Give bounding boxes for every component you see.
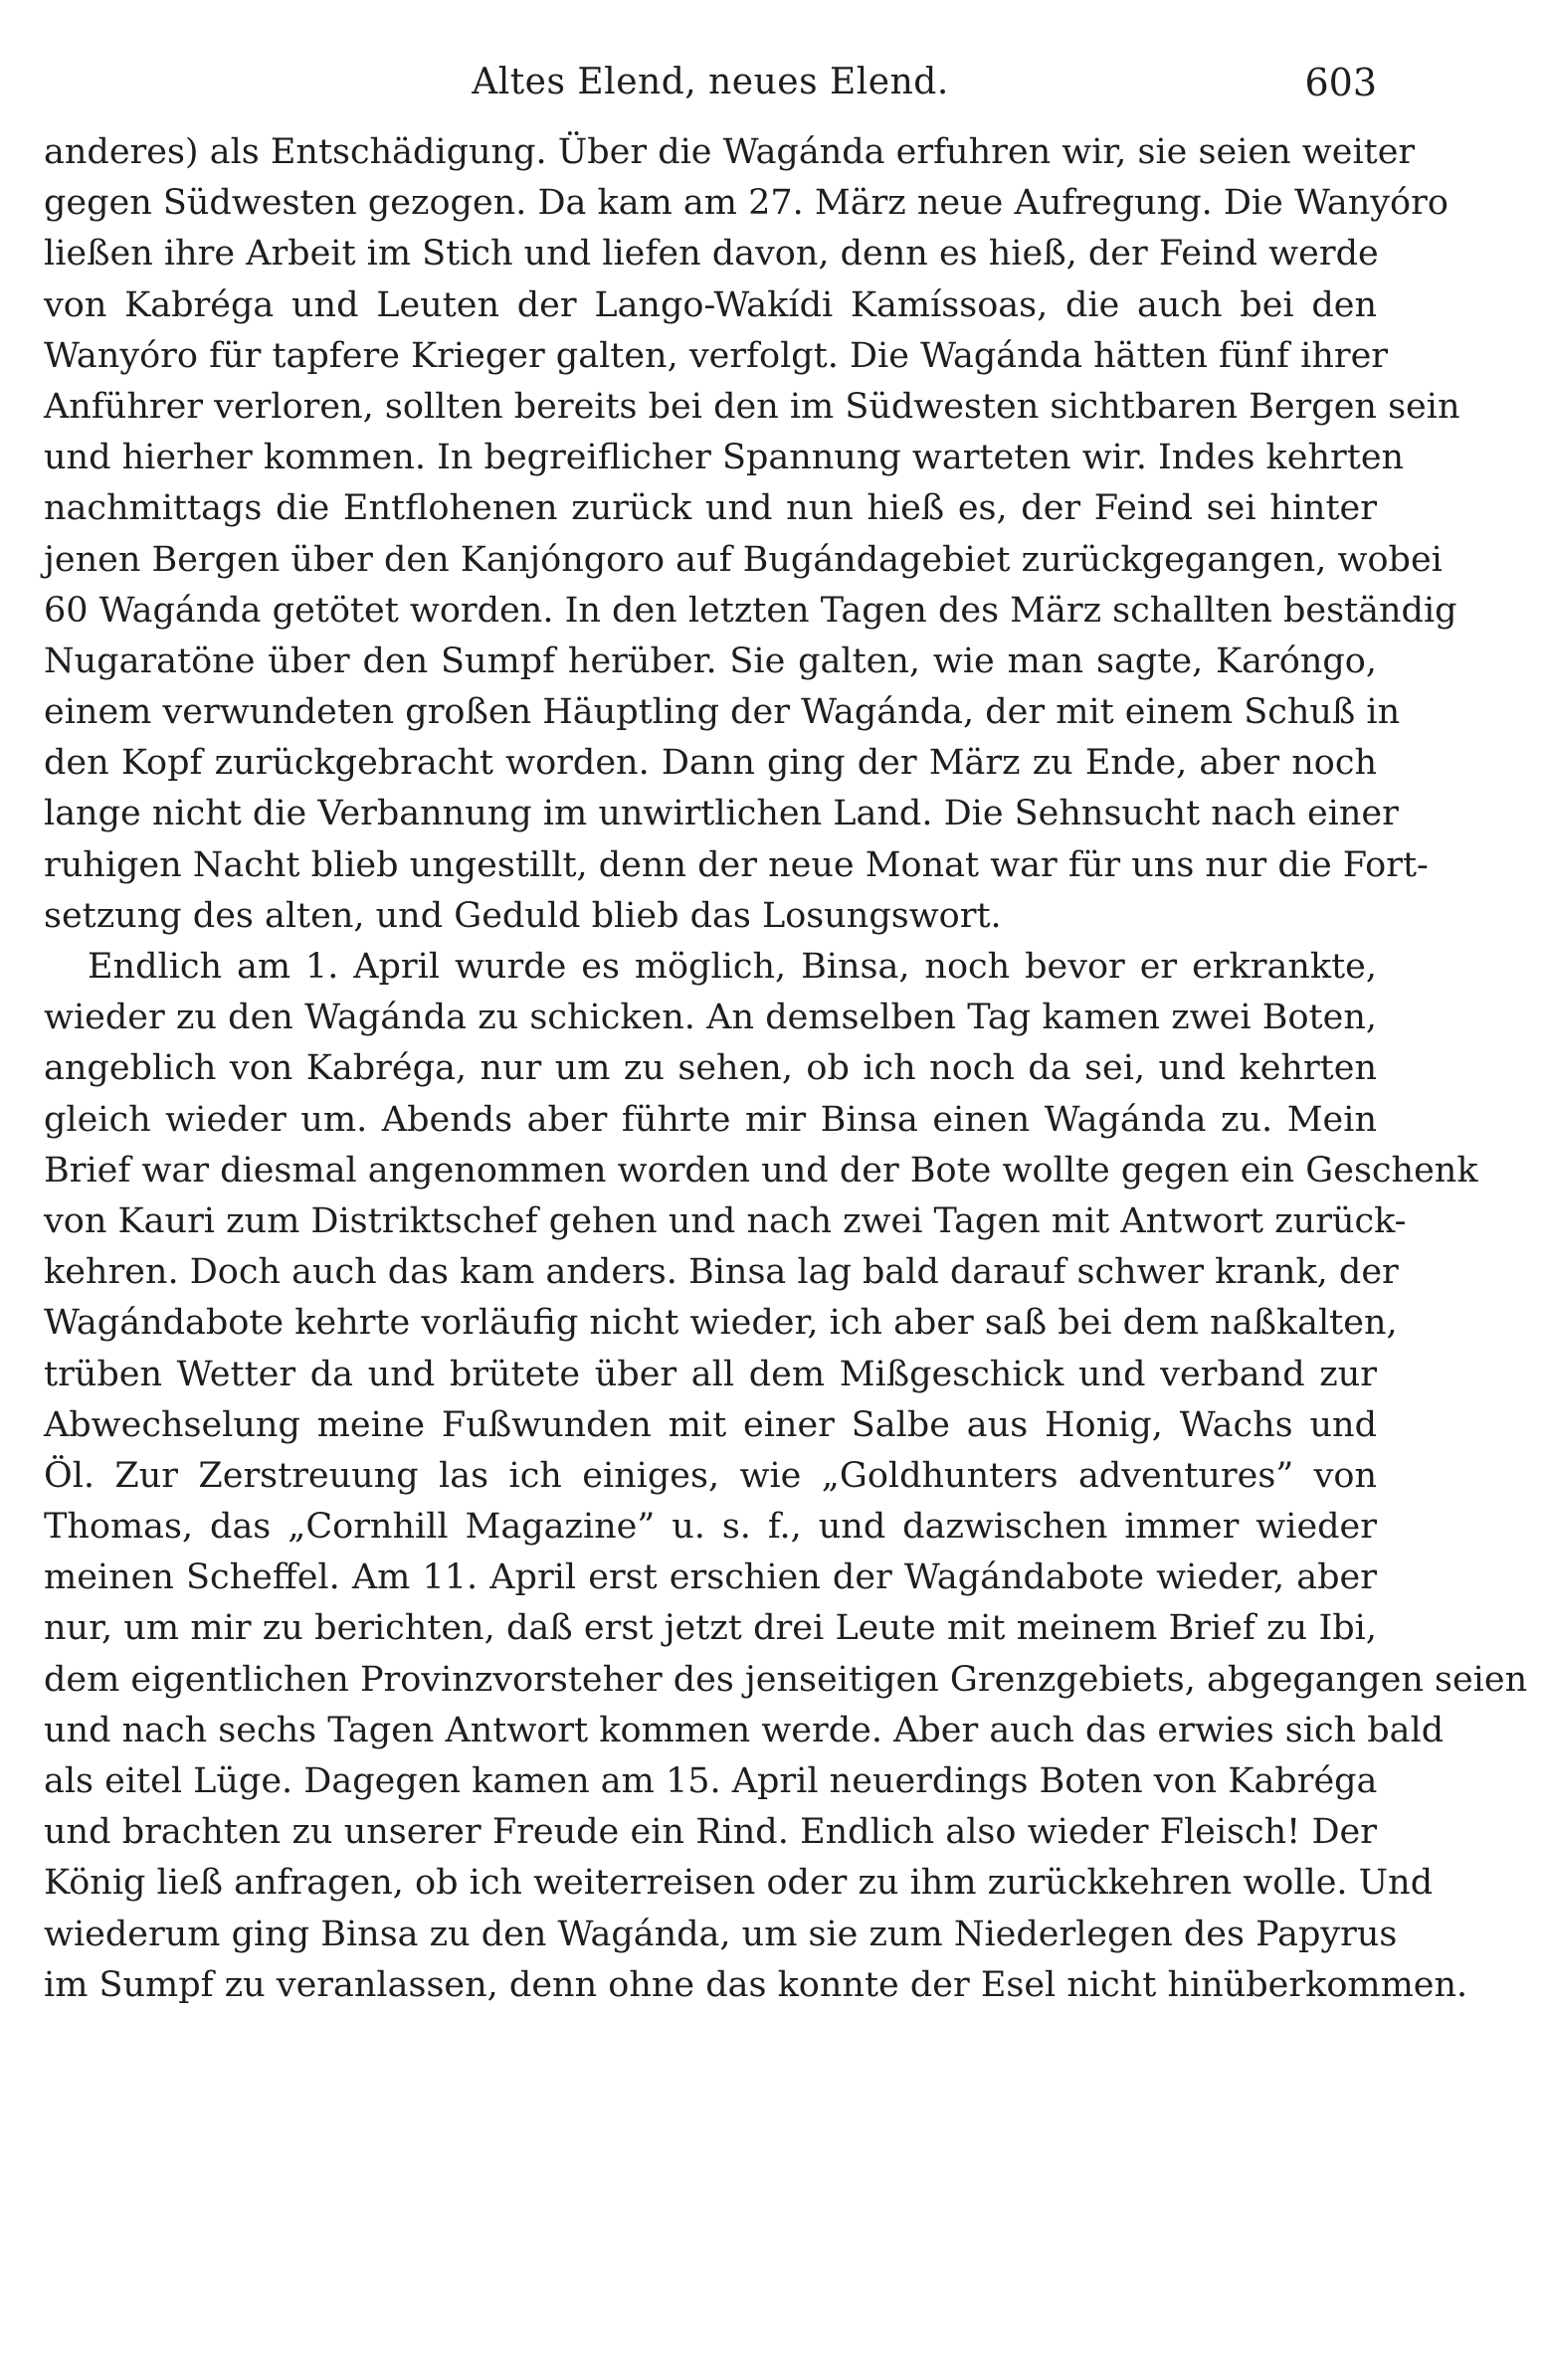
text-line: meinen Scheffel. Am 11. April erst erschien der Wagándabote wieder, aber	[44, 1557, 1377, 1598]
text-line: lange nicht die Verbannung im unwirtlichen Land. Die Sehnsucht nach einer	[44, 794, 1399, 834]
text-line: jenen Bergen über den Kanjóngoro auf Bugándagebiet zurückgegangen, wobei	[44, 539, 1443, 580]
text-line: Anführer verloren, sollten bereits bei den im Südwesten sichtbaren Bergen sein	[44, 386, 1460, 427]
running-title: Altes Elend, neues Elend.	[472, 62, 949, 102]
text-line: und brachten zu unserer Freude ein Rind. Endlich also wieder Fleisch! Der	[44, 1812, 1377, 1853]
text-line: ließen ihre Arbeit im Stich und liefen davon, denn es hieß, der Feind werde	[44, 234, 1379, 275]
text-line: von Kabréga und Leuten der Lango-Wakídi Kamíssoas, die auch bei den	[44, 284, 1377, 325]
paragraph-1	[44, 127, 1460, 942]
text-line: angeblich von Kabréga, nur um zu sehen, ob ich noch da sei, und kehrten	[44, 1048, 1377, 1089]
text-line: einem verwundeten großen Häuptling der Wagánda, der mit einem Schuß in	[44, 692, 1401, 733]
text-line: Nugaratöne über den Sumpf herüber. Sie galten, wie man sagte, Karóngo,	[44, 641, 1377, 681]
text-line: Wagándabote kehrte vorläufig nicht wieder, ich aber saß bei dem naßkalten,	[44, 1303, 1398, 1344]
text-line: Thomas, das „Cornhill Magazine” u. s. f., und dazwischen immer wieder	[44, 1507, 1377, 1548]
text-line: anderes) als Entschädigung. Über die Wagánda erfuhren wir, sie seien weiter	[44, 132, 1416, 172]
text-line: wieder zu den Wagánda zu schicken. An demselben Tag kamen zwei Boten,	[44, 998, 1377, 1038]
body-text	[44, 127, 1528, 2011]
text-line: nur, um mir zu berichten, daß erst jetzt drei Leute mit meinem Brief zu Ibi,	[44, 1608, 1377, 1649]
text-line: Wanyóro für tapfere Krieger galten, verfolgt. Die Wagánda hätten fünf ihrer	[44, 335, 1389, 376]
text-line: 60 Wagánda getötet worden. In den letzten Tagen des März schallten beständig	[44, 590, 1457, 631]
text-line: trüben Wetter da und brütete über all dem Mißgeschick und verband zur	[44, 1354, 1377, 1394]
text-line: Endlich am 1. April wurde es möglich, Binsa, noch bevor er erkrankte,	[88, 947, 1377, 987]
paragraph-2	[44, 942, 1528, 2011]
text-line: setzung des alten, und Geduld blieb das Losungswort.	[44, 895, 1002, 936]
text-line: als eitel Lüge. Dagegen kamen am 15. April neuerdings Boten von Kabréga	[44, 1761, 1378, 1801]
text-line: König ließ anfragen, ob ich weiterreisen oder zu ihm zurückkehren wolle. Und	[44, 1863, 1434, 1904]
text-line: dem eigentlichen Provinzvorsteher des jenseitigen Grenzgebiets, abgegangen seien	[44, 1659, 1528, 1700]
text-line: im Sumpf zu veranlassen, denn ohne das konnte der Esel nicht hinüberkommen.	[44, 1964, 1468, 2005]
text-line: gleich wieder um. Abends aber führte mir Binsa einen Wagánda zu. Mein	[44, 1099, 1377, 1140]
text-line: wiederum ging Binsa zu den Wagánda, um sie zum Niederlegen des Papyrus	[44, 1914, 1398, 1954]
text-line: den Kopf zurückgebracht worden. Dann ging der März zu Ende, aber noch	[44, 743, 1377, 784]
text-line: und nach sechs Tagen Antwort kommen werde. Aber auch das erwies sich bald	[44, 1710, 1445, 1750]
text-line: gegen Südwesten gezogen. Da kam am 27. März neue Aufregung. Die Wanyóro	[44, 183, 1448, 224]
text-line: Öl. Zur Zerstreuung las ich einiges, wie „Goldhunters adventures” von	[44, 1455, 1377, 1496]
text-line: und hierher kommen. In begreiflicher Spannung warteten wir. Indes kehrten	[44, 438, 1405, 478]
text-line: ruhigen Nacht blieb ungestillt, denn der neue Monat war für uns nur die Fort-	[44, 844, 1429, 885]
text-line: Abwechselung meine Fußwunden mit einer Salbe aus Honig, Wachs und	[44, 1404, 1377, 1445]
text-line: von Kauri zum Distriktschef gehen und nach zwei Tagen mit Antwort zurück-	[44, 1200, 1407, 1241]
text-line: Brief war diesmal angenommen worden und der Bote wollte gegen ein Geschenk	[44, 1150, 1478, 1190]
running-head	[44, 55, 1377, 110]
page-number: 603	[1304, 61, 1377, 104]
text-line: kehren. Doch auch das kam anders. Binsa lag bald darauf schwer krank, der	[44, 1252, 1399, 1293]
text-line: nachmittags die Entflohenen zurück und nun hieß es, der Feind sei hinter	[44, 488, 1377, 529]
